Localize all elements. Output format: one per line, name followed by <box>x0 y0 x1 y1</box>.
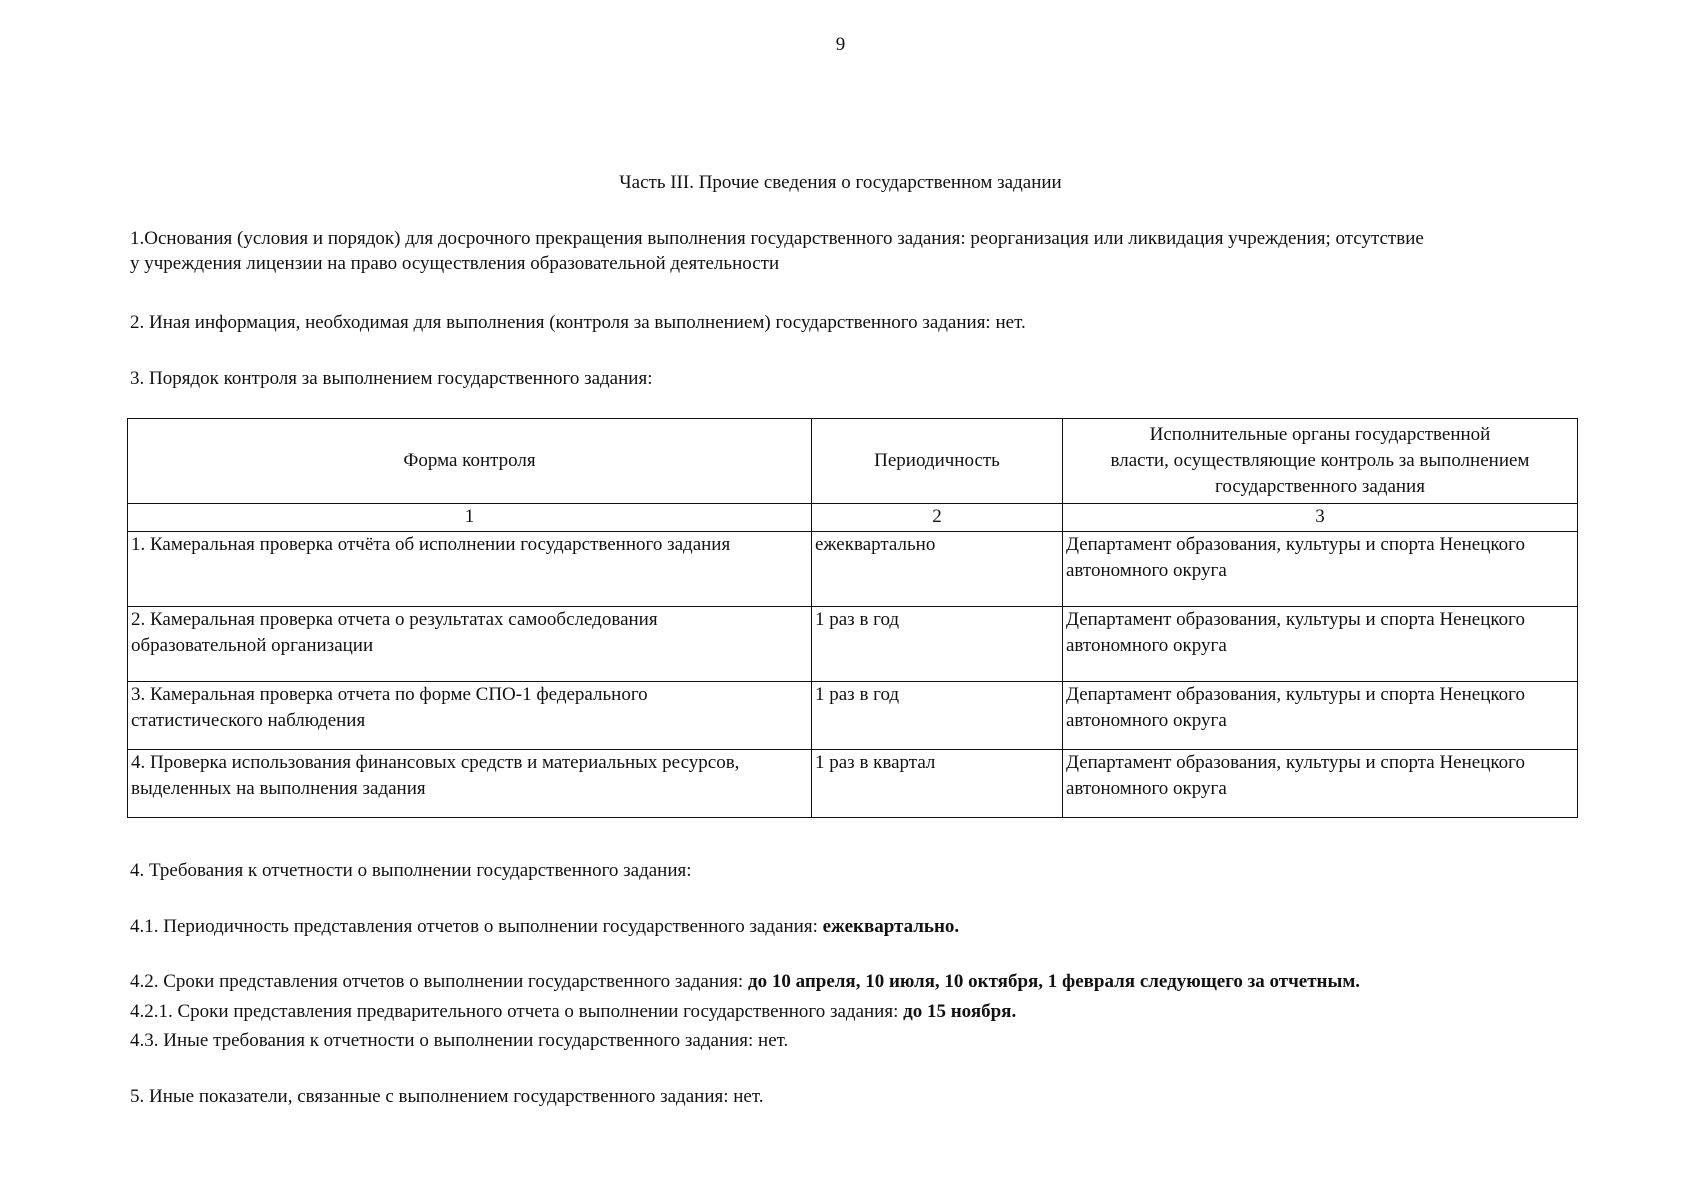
cell-authority <box>1063 750 1578 818</box>
cell-authority <box>1063 682 1578 750</box>
paragraph-4-2 <box>130 969 1580 994</box>
cell-authority <box>1063 607 1578 682</box>
table-header-row <box>128 419 1578 504</box>
header-form: Форма контроля <box>128 419 812 504</box>
cell-form <box>128 682 812 750</box>
cell-form-line-2: статистического наблюдения <box>131 710 366 731</box>
cell-period: ежеквартально <box>812 532 1063 607</box>
paragraph-1 <box>130 226 1580 276</box>
paragraph-2: 2. Иная информация, необходимая для выполнения (контроля за выполнением) государственного задания: нет. <box>130 312 1026 333</box>
cell-form-line-2: образовательной организации <box>131 635 374 656</box>
cell-period: 1 раз в год <box>812 607 1063 682</box>
cell-form-line-2: выделенных на выполнения задания <box>131 778 426 799</box>
header-authority-line-3: государственного задания <box>1215 476 1425 497</box>
table-column-numbers-row <box>128 504 1578 532</box>
header-period: Периодичность <box>812 419 1063 504</box>
section-title: Часть III. Прочие сведения о государственном задании <box>619 172 1062 193</box>
paragraph-4-1 <box>130 914 1580 939</box>
column-number-3: 3 <box>1063 504 1578 532</box>
paragraph-4-2-1 <box>130 999 1580 1024</box>
table-row <box>128 682 1578 750</box>
cell-authority-line-2: автономного округа <box>1066 635 1227 656</box>
cell-authority-line-2: автономного округа <box>1066 710 1227 731</box>
table-row <box>128 750 1578 818</box>
cell-authority-line-2: автономного округа <box>1066 778 1227 799</box>
cell-authority-line-1: Департамент образования, культуры и спорта Ненецкого <box>1066 534 1525 555</box>
page-number: 9 <box>835 34 846 55</box>
cell-authority-line-2: автономного округа <box>1066 560 1227 581</box>
column-number-2: 2 <box>812 504 1063 532</box>
cell-form-line-1: 1. Камеральная проверка отчёта об исполнении государственного задания <box>131 534 731 555</box>
header-authority-line-1: Исполнительные органы государственной <box>1149 424 1491 445</box>
header-authority-line-2: власти, осуществляющие контроль за выполнением <box>1110 450 1530 471</box>
cell-authority-line-1: Департамент образования, культуры и спорта Ненецкого <box>1066 609 1525 630</box>
column-number-1: 1 <box>128 504 812 532</box>
cell-form-line-1: 3. Камеральная проверка отчета по форме СПО-1 федерального <box>131 684 648 705</box>
paragraph-4-2-value: до 10 апреля, 10 июля, 10 октября, 1 февраля следующего за отчетным. <box>747 971 1361 992</box>
paragraph-1-line-1: 1.Основания (условия и порядок) для досрочного прекращения выполнения государственного задания: реорганизация или ликвидация учреждения; отсутствие <box>130 228 1424 249</box>
cell-period: 1 раз в год <box>812 682 1063 750</box>
table-row <box>128 532 1578 607</box>
paragraph-5: 5. Иные показатели, связанные с выполнением государственного задания: нет. <box>130 1086 764 1107</box>
cell-form-line-1: 2. Камеральная проверка отчета о результатах самообследования <box>131 609 658 630</box>
cell-period: 1 раз в квартал <box>812 750 1063 818</box>
paragraph-3: 3. Порядок контроля за выполнением государственного задания: <box>130 368 653 389</box>
paragraph-4-2-1-text: 4.2.1. Сроки представления предварительного отчета о выполнении государственного задания: <box>130 1001 904 1022</box>
paragraph-1-line-2: у учреждения лицензии на право осуществления образовательной деятельности <box>130 253 780 274</box>
control-table <box>127 418 1578 818</box>
paragraph-4-1-value: ежеквартально. <box>822 916 960 937</box>
paragraph-4-2-1-value: до 15 ноября. <box>903 1001 1017 1022</box>
paragraph-4-1-text: 4.1. Периодичность представления отчетов о выполнении государственного задания: <box>130 916 823 937</box>
cell-authority <box>1063 532 1578 607</box>
cell-authority-line-1: Департамент образования, культуры и спорта Ненецкого <box>1066 684 1525 705</box>
header-authority <box>1063 419 1578 504</box>
cell-form <box>128 607 812 682</box>
table-row <box>128 607 1578 682</box>
paragraph-4-2-text: 4.2. Сроки представления отчетов о выполнении государственного задания: <box>130 971 748 992</box>
cell-form <box>128 750 812 818</box>
cell-form-line-1: 4. Проверка использования финансовых средств и материальных ресурсов, <box>131 752 740 773</box>
paragraph-4-3: 4.3. Иные требования к отчетности о выполнении государственного задания: нет. <box>130 1030 789 1051</box>
paragraph-4: 4. Требования к отчетности о выполнении государственного задания: <box>130 860 692 881</box>
cell-authority-line-1: Департамент образования, культуры и спорта Ненецкого <box>1066 752 1525 773</box>
cell-form <box>128 532 812 607</box>
